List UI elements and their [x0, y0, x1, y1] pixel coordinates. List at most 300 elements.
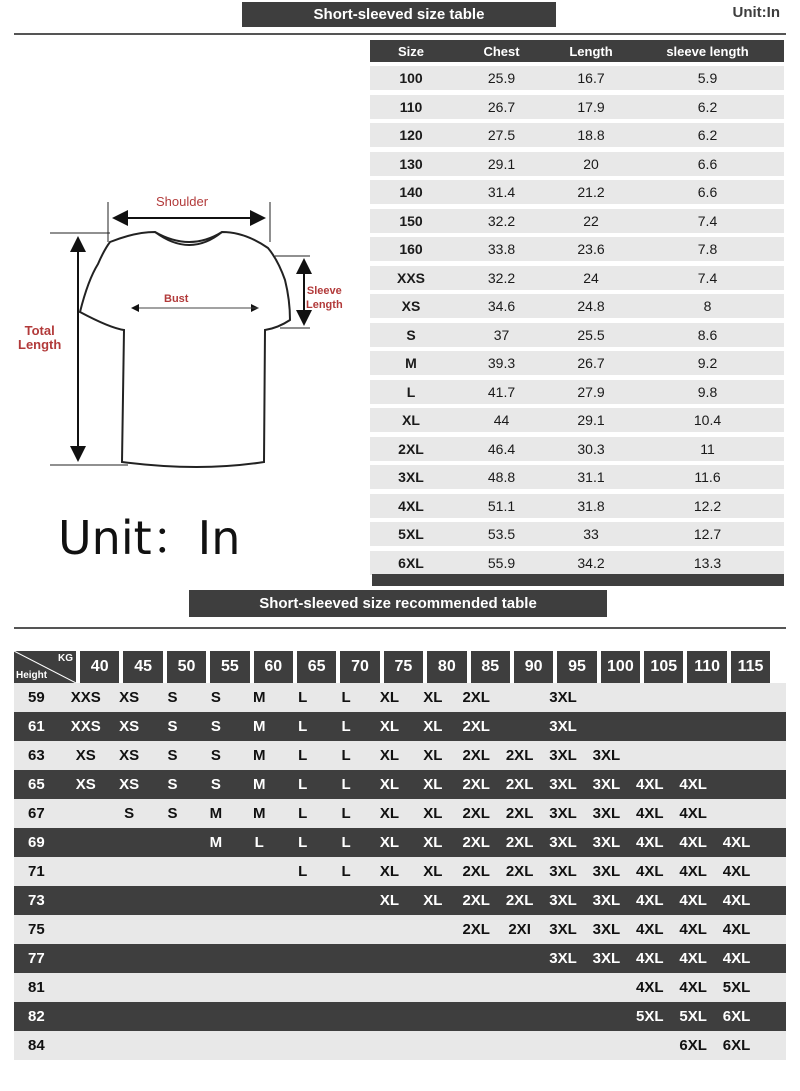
size-recommendation-cell [64, 1002, 107, 1031]
size-recommendation-cell [238, 857, 281, 886]
size-recommendation-cell: 2XL [505, 834, 534, 851]
size-cell: 26.7 [487, 98, 516, 115]
kg-label: KG [58, 653, 73, 664]
size-recommendation-cell: 3XL [549, 950, 577, 967]
size-recommendation-cell: 4XL [636, 921, 664, 938]
size-recommendation-cell: XL [423, 689, 443, 706]
size-recommendation-cell: XL [423, 834, 443, 851]
size-cell: 24.8 [577, 298, 605, 314]
size-recommendation-cell [455, 973, 498, 1002]
size-cell: 30.3 [577, 440, 605, 457]
size-cell: 8 [703, 298, 712, 314]
size-recommendation-cell: 2XL [505, 805, 534, 822]
size-recommendation-cell [194, 1031, 237, 1060]
size-recommendation-cell: XL [379, 776, 400, 793]
size-recommendation-cell [585, 712, 628, 741]
size-cell: 24 [583, 269, 599, 286]
size-table-footer-bar [372, 574, 784, 586]
size-recommendation-cell: L [341, 689, 351, 706]
size-recommendation-cell [107, 857, 150, 886]
size-recommendation-cell [194, 886, 237, 915]
size-recommendation-cell: XS [119, 747, 140, 764]
size-recommendation-cell [194, 944, 237, 973]
weight-header-cell: 95 [557, 651, 596, 683]
size-recommendation-cell: L [298, 805, 308, 822]
size-recommendation-cell [585, 683, 628, 712]
size-recommendation-cell: 2XL [462, 863, 490, 880]
size-recommendation-cell [498, 1002, 541, 1031]
size-recommendation-cell: S [167, 805, 178, 822]
size-recommendation-cell: L [341, 834, 351, 851]
size-recommendation-cell [498, 683, 541, 712]
size-cell: 48.8 [487, 469, 516, 485]
size-cell: 3XL [398, 469, 424, 485]
size-recommendation-cell: XL [423, 805, 443, 822]
size-recommendation-cell [64, 828, 107, 857]
size-cell: 7.4 [697, 269, 718, 286]
size-recommendation-cell: 2XL [462, 805, 490, 822]
size-recommendation-cell: S [124, 805, 135, 822]
weight-header-cell: 115 [731, 651, 770, 683]
shirt-diagram [10, 180, 360, 480]
size-recommendation-cell [411, 915, 454, 944]
size-row [370, 465, 784, 489]
weight-header-cell: 55 [210, 651, 249, 683]
size-recommendation-cell: 4XL [722, 834, 751, 851]
height-row [14, 857, 786, 886]
height-row [14, 683, 786, 712]
size-cell: 5XL [398, 526, 424, 542]
size-cell: 110 [399, 98, 423, 115]
size-recommendation-cell [238, 886, 281, 915]
size-recommendation-cell [715, 683, 758, 712]
size-recommendation-cell: 2XL [505, 747, 534, 764]
size-recommendation-cell [368, 944, 411, 973]
height-row [14, 973, 786, 1002]
size-recommendation-cell: 3XL [592, 863, 621, 880]
size-recommendation-cell: XL [379, 747, 400, 764]
size-recommendation-cell [541, 1002, 584, 1031]
size-recommendation-cell: 4XL [679, 776, 707, 793]
size-recommendation-cell: 2XL [462, 689, 490, 706]
size-cell: 33 [583, 526, 599, 542]
height-cell: 71 [28, 863, 45, 880]
size-recommendation-cell [324, 1031, 367, 1060]
size-recommendation-cell [628, 712, 671, 741]
size-recommendation-cell: XL [423, 892, 443, 909]
size-recommendation-cell: 2XI [508, 921, 531, 938]
size-recommendation-cell: S [167, 718, 178, 735]
size-recommendation-cell [585, 1002, 628, 1031]
size-cell: 17.9 [577, 98, 605, 115]
size-recommendation-cell [324, 944, 367, 973]
size-recommendation-cell [194, 857, 237, 886]
size-recommendation-cell: 3XL [549, 776, 577, 793]
size-row [370, 437, 784, 461]
size-recommendation-cell: XXS [70, 689, 101, 706]
size-row [370, 152, 784, 176]
size-recommendation-cell [498, 973, 541, 1002]
size-recommendation-cell [107, 944, 150, 973]
size-cell: 31.4 [487, 184, 516, 200]
height-row [14, 915, 786, 944]
size-recommendation-cell [64, 944, 107, 973]
size-recommendation-cell [455, 944, 498, 973]
size-recommendation-cell: XL [379, 834, 400, 851]
size-recommendation-cell [498, 712, 541, 741]
unit-label: Unit:In [732, 4, 780, 21]
size-cell: 11.6 [694, 469, 721, 485]
size-recommendation-cell [151, 944, 194, 973]
size-recommendation-cell: 3XL [592, 950, 621, 967]
size-recommendation-cell: 3XL [549, 718, 577, 735]
size-recommendation-cell: 4XL [722, 950, 751, 967]
size-cell: 27.5 [487, 127, 516, 143]
size-recommendation-cell [64, 886, 107, 915]
weight-header-cell: 105 [644, 651, 683, 683]
size-recommendation-cell: 4XL [679, 805, 707, 822]
top-divider [14, 33, 786, 35]
size-recommendation-cell [107, 886, 150, 915]
size-table [370, 40, 784, 579]
size-cell: 23.6 [577, 241, 605, 257]
size-cell: XS [401, 298, 421, 314]
size-recommendation-cell [628, 1031, 671, 1060]
size-recommendation-cell [455, 1031, 498, 1060]
size-recommendation-cell [715, 712, 758, 741]
size-recommendation-cell [281, 1031, 324, 1060]
height-row [14, 1031, 786, 1060]
total-length-label [18, 324, 61, 352]
size-cell: 25.9 [487, 70, 516, 86]
sleeve-length-label [306, 284, 343, 312]
size-recommendation-cell: XL [423, 718, 443, 735]
size-recommendation-cell: 3XL [592, 892, 621, 909]
size-recommendation-cell: S [210, 776, 221, 793]
col-chest: Chest [483, 43, 520, 59]
size-recommendation-cell [107, 1031, 150, 1060]
size-recommendation-cell: 4XL [636, 805, 664, 822]
size-cell: 120 [399, 127, 423, 143]
size-recommendation-cell [585, 1031, 628, 1060]
size-recommendation-cell: XS [75, 747, 96, 764]
size-cell: 12.7 [693, 526, 722, 542]
size-recommendation-cell: 4XL [636, 892, 664, 909]
size-cell: 37 [493, 326, 510, 343]
size-recommendation-cell [64, 857, 107, 886]
size-cell: 150 [399, 212, 423, 229]
size-recommendation-cell: 4XL [636, 950, 664, 967]
size-recommendation-cell: 2XL [462, 747, 490, 764]
size-recommendation-cell [64, 915, 107, 944]
bust-label: Bust [164, 293, 189, 305]
size-recommendation-cell: L [298, 834, 308, 851]
height-cell: 63 [28, 747, 45, 764]
size-recommendation-cell [324, 886, 367, 915]
size-recommendation-cell: 2XL [505, 776, 534, 793]
weight-header-cell: 50 [167, 651, 206, 683]
size-cell: 22 [583, 212, 599, 229]
size-cell: 31.1 [577, 469, 605, 485]
size-recommendation-cell: 3XL [549, 921, 577, 938]
size-recommendation-cell: 3XL [592, 776, 621, 793]
size-recommendation-cell: 3XL [549, 863, 577, 880]
size-recommendation-cell [628, 741, 671, 770]
size-recommendation-cell [151, 1031, 194, 1060]
shoulder-label: Shoulder [156, 194, 209, 209]
size-recommendation-cell [368, 1031, 411, 1060]
height-row [14, 741, 786, 770]
size-cell: 53.5 [487, 526, 516, 542]
size-recommendation-cell: XL [379, 805, 400, 822]
recommended-table [14, 651, 786, 1060]
size-recommendation-cell [368, 973, 411, 1002]
size-cell: 34.2 [577, 554, 605, 571]
size-cell: S [406, 326, 416, 343]
size-cell: 160 [399, 241, 423, 257]
size-cell: 34.6 [487, 298, 516, 314]
size-cell: 21.2 [577, 184, 605, 200]
height-cell: 84 [28, 1037, 45, 1054]
size-cell: 11 [700, 440, 715, 457]
size-recommendation-cell [671, 741, 714, 770]
size-row [370, 209, 784, 233]
size-recommendation-cell: M [209, 834, 223, 851]
height-row [14, 712, 786, 741]
size-recommendation-cell [107, 1002, 150, 1031]
size-cell: 12.2 [693, 497, 722, 514]
recommended-table-title: Short-sleeved size recommended table [189, 590, 607, 617]
weight-header-cell: 90 [514, 651, 553, 683]
size-recommendation-cell [715, 799, 758, 828]
size-recommendation-cell [324, 1002, 367, 1031]
size-recommendation-cell: 3XL [592, 921, 621, 938]
size-recommendation-cell [238, 944, 281, 973]
weight-header-cell: 70 [340, 651, 379, 683]
col-size: Size [397, 43, 424, 59]
size-cell: 6.6 [697, 155, 718, 172]
weight-header-cell: 80 [427, 651, 466, 683]
size-cell: 31.8 [577, 497, 605, 514]
size-recommendation-cell: S [167, 689, 178, 706]
size-recommendation-cell: XL [379, 863, 400, 880]
size-cell: 32.2 [487, 269, 516, 286]
size-row [370, 408, 784, 432]
size-recommendation-cell: XL [379, 689, 400, 706]
size-cell: XL [402, 412, 420, 428]
size-row [370, 522, 784, 546]
size-recommendation-cell: L [341, 863, 351, 880]
height-cell: 73 [28, 892, 45, 909]
size-recommendation-cell [238, 915, 281, 944]
size-recommendation-cell [368, 915, 411, 944]
size-cell: 6.2 [697, 98, 718, 115]
total-label-line1: Total [24, 323, 55, 338]
size-cell: 6XL [398, 554, 424, 571]
size-cell: 26.7 [577, 355, 605, 371]
size-row [370, 494, 784, 518]
size-recommendation-cell: 2XL [462, 776, 490, 793]
size-recommendation-cell [498, 1031, 541, 1060]
height-row [14, 828, 786, 857]
size-cell: L [406, 383, 416, 400]
size-recommendation-cell: L [341, 776, 351, 793]
size-cell: 10.4 [693, 412, 722, 428]
size-row [370, 351, 784, 375]
size-recommendation-cell: 3XL [549, 747, 577, 764]
size-recommendation-cell: 3XL [549, 805, 577, 822]
size-cell: 9.8 [697, 383, 718, 400]
size-recommendation-cell: M [253, 776, 266, 793]
size-recommendation-cell: 2XL [462, 892, 490, 909]
weight-header-cell: 45 [123, 651, 162, 683]
size-recommendation-cell: L [298, 747, 308, 764]
weight-header-cell: 65 [297, 651, 336, 683]
weight-header-cell: 100 [601, 651, 640, 683]
size-recommendation-cell: 4XL [679, 950, 707, 967]
size-recommendation-cell: 4XL [636, 979, 664, 996]
size-table-title: Short-sleeved size table [242, 2, 556, 27]
size-recommendation-cell: L [254, 834, 264, 851]
size-recommendation-cell: 4XL [636, 863, 664, 880]
size-recommendation-cell: 4XL [722, 921, 751, 938]
size-row [370, 323, 784, 347]
size-recommendation-cell: L [298, 863, 308, 880]
size-row [370, 266, 784, 290]
size-cell: 2XL [398, 440, 424, 457]
mid-divider [14, 627, 786, 629]
size-recommendation-cell: M [253, 805, 266, 822]
size-row [370, 95, 784, 119]
weight-header-cell: 110 [687, 651, 726, 683]
size-recommendation-cell [324, 973, 367, 1002]
size-cell: 46.4 [487, 440, 516, 457]
height-cell: 59 [28, 689, 45, 706]
size-recommendation-cell [151, 1002, 194, 1031]
size-recommendation-cell [411, 1002, 454, 1031]
size-recommendation-cell [64, 973, 107, 1002]
height-cell: 69 [28, 834, 45, 851]
size-recommendation-cell [281, 944, 324, 973]
height-row [14, 1002, 786, 1031]
size-recommendation-cell: S [210, 689, 221, 706]
size-recommendation-cell: 4XL [636, 834, 664, 851]
size-cell: 32.2 [487, 212, 516, 229]
size-recommendation-cell: M [253, 747, 266, 764]
size-recommendation-cell: XXS [70, 718, 101, 735]
size-recommendation-cell: L [341, 747, 351, 764]
tshirt-icon [10, 180, 360, 480]
size-recommendation-cell [281, 886, 324, 915]
size-row [370, 66, 784, 90]
height-label: Height [16, 670, 48, 681]
size-cell: 6.6 [697, 184, 718, 200]
col-length: Length [569, 43, 613, 59]
size-recommendation-cell [151, 828, 194, 857]
size-recommendation-cell: S [210, 747, 221, 764]
size-cell: 8.6 [697, 326, 718, 343]
height-cell: 75 [28, 921, 45, 938]
size-row [370, 123, 784, 147]
size-recommendation-cell [671, 683, 714, 712]
size-recommendation-cell: XL [423, 863, 443, 880]
sleeve-label-line1: Sleeve [306, 285, 342, 297]
size-cell: 27.9 [577, 383, 605, 400]
size-cell: 5.9 [697, 70, 718, 86]
size-recommendation-cell: M [253, 718, 266, 735]
size-recommendation-cell: S [167, 776, 178, 793]
corner-cell [14, 651, 76, 683]
size-recommendation-cell: 5XL [722, 979, 751, 996]
size-cell: 29.1 [487, 155, 516, 172]
size-recommendation-cell: 4XL [679, 979, 707, 996]
height-cell: 81 [28, 979, 45, 996]
size-recommendation-cell: 4XL [636, 776, 664, 793]
size-recommendation-cell: 5XL [679, 1008, 707, 1025]
size-recommendation-cell [151, 886, 194, 915]
size-cell: 41.7 [487, 383, 516, 400]
size-recommendation-cell [194, 1002, 237, 1031]
weight-header-row [14, 651, 786, 683]
size-recommendation-cell: 3XL [549, 834, 577, 851]
size-recommendation-cell: 4XL [679, 834, 707, 851]
height-cell: 65 [28, 776, 45, 793]
weight-header-cell: 60 [254, 651, 293, 683]
size-cell: M [405, 355, 417, 371]
size-row [370, 380, 784, 404]
size-recommendation-cell [368, 1002, 411, 1031]
size-recommendation-cell: XL [423, 776, 443, 793]
size-recommendation-cell: 2XL [462, 718, 490, 735]
height-cell: 77 [28, 950, 45, 967]
size-cell: 29.1 [577, 412, 605, 428]
size-recommendation-cell: 3XL [592, 805, 621, 822]
size-recommendation-cell: XS [119, 776, 140, 793]
size-recommendation-cell [151, 915, 194, 944]
size-cell: 39.3 [487, 355, 516, 371]
size-recommendation-cell: 3XL [549, 892, 577, 909]
height-cell: 61 [28, 718, 45, 735]
size-recommendation-cell: 6XL [722, 1008, 751, 1025]
size-cell: 20 [583, 155, 599, 172]
size-recommendation-cell [281, 1002, 324, 1031]
size-recommendation-cell [107, 828, 150, 857]
weight-header-cell: 85 [471, 651, 510, 683]
size-recommendation-cell: 6XL [679, 1037, 707, 1054]
size-recommendation-cell: 4XL [679, 863, 707, 880]
size-cell: 6.2 [697, 127, 718, 143]
size-recommendation-cell [541, 973, 584, 1002]
size-recommendation-cell: 3XL [592, 834, 621, 851]
size-recommendation-cell: 4XL [679, 921, 707, 938]
size-recommendation-cell [194, 973, 237, 1002]
size-recommendation-cell: L [298, 776, 308, 793]
size-recommendation-cell [324, 915, 367, 944]
size-recommendation-cell: XS [119, 689, 140, 706]
size-recommendation-cell [498, 944, 541, 973]
size-recommendation-cell [628, 683, 671, 712]
size-recommendation-cell [151, 973, 194, 1002]
size-recommendation-cell [411, 1031, 454, 1060]
col-sleeve-length: sleeve length [666, 43, 749, 59]
size-cell: 51.1 [487, 497, 516, 514]
size-recommendation-cell: 2XL [462, 921, 490, 938]
size-recommendation-cell [194, 915, 237, 944]
height-row [14, 886, 786, 915]
size-recommendation-cell: L [298, 718, 308, 735]
size-recommendation-cell [281, 915, 324, 944]
size-recommendation-cell [715, 770, 758, 799]
